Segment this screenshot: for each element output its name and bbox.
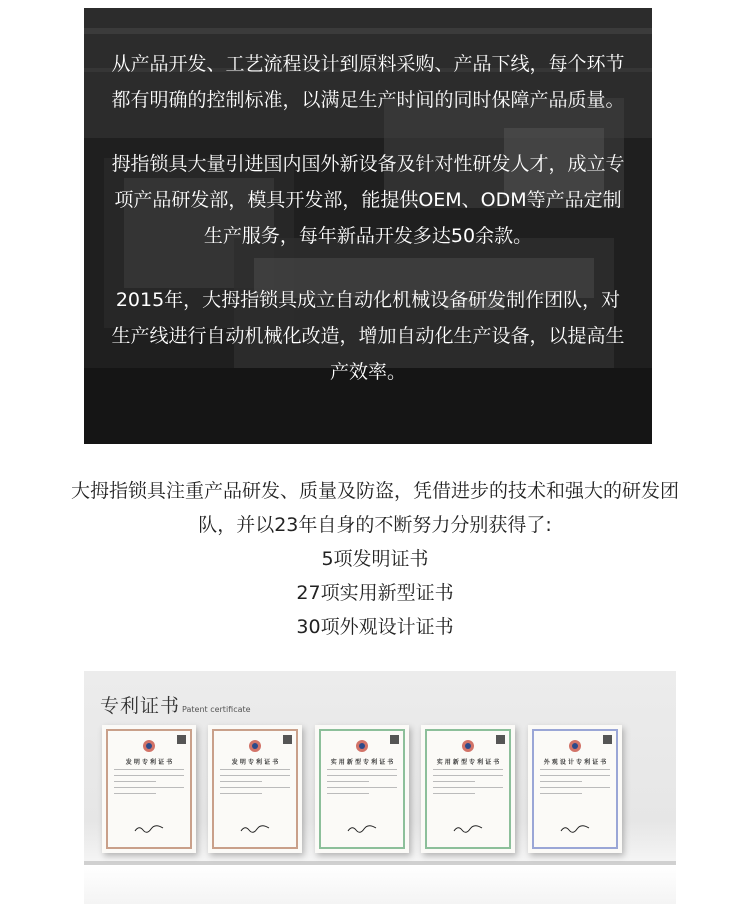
hero-text-block (84, 8, 652, 390)
qr-code-icon (283, 735, 292, 744)
certificate-card (102, 725, 196, 853)
hero-paragraph-1: 从产品开发、工艺流程设计到原料采购、产品下线，每个环节都有明确的控制标准，以满足生产时间的同时保障产品质量。 (111, 53, 625, 111)
certificate-card (315, 725, 409, 853)
certificate-title: 发 明 专 利 证 书 (231, 759, 279, 766)
patent-certificate-panel (84, 671, 676, 904)
patent-emblem-icon (565, 739, 585, 753)
certificate-card (421, 725, 515, 853)
patent-title-cn: 专利证书 (100, 695, 181, 717)
certificate-title: 实 用 新 型 专 利 证 书 (330, 759, 394, 766)
certificate-card (208, 725, 302, 853)
signature-icon (560, 825, 590, 833)
certificate-title: 外 观 设 计 专 利 证 书 (543, 759, 607, 766)
shelf-base (84, 865, 676, 904)
signature-icon (134, 825, 164, 833)
intro-paragraph: 大拇指锁具注重产品研发、质量及防盗，凭借进步的技术和强大的研发团队，并以23年自身的不断努力分别获得了: (70, 480, 679, 536)
certificate-title: 实 用 新 型 专 利 证 书 (436, 759, 500, 766)
qr-code-icon (603, 735, 612, 744)
hero-paragraph-3: 2015年，大拇指锁具成立自动化机械设备研发制作团队，对生产线进行自动机械化改造，增加自动化生产设备，以提高生产效率。 (111, 289, 625, 383)
patent-emblem-icon (245, 739, 265, 753)
signature-icon (240, 825, 270, 833)
patent-section-title (100, 691, 251, 718)
invention-certificate-count: 5项发明证书 (321, 548, 429, 570)
certificate-title: 发 明 专 利 证 书 (125, 759, 173, 766)
utility-model-certificate-count: 27项实用新型证书 (296, 582, 454, 604)
design-certificate-count: 30项外观设计证书 (296, 616, 454, 638)
certificate-card (528, 725, 622, 853)
factory-hero-panel (84, 8, 652, 444)
patent-emblem-icon (139, 739, 159, 753)
patent-intro-section (70, 474, 680, 644)
qr-code-icon (496, 735, 505, 744)
signature-icon (453, 825, 483, 833)
signature-icon (347, 825, 377, 833)
qr-code-icon (177, 735, 186, 744)
patent-emblem-icon (352, 739, 372, 753)
hero-paragraph-2: 拇指锁具大量引进国内国外新设备及针对性研发人才，成立专项产品研发部，模具开发部，能提供OEM、ODM等产品定制生产服务，每年新品开发多达50余款。 (111, 153, 625, 247)
qr-code-icon (390, 735, 399, 744)
patent-emblem-icon (458, 739, 478, 753)
patent-title-en: Patent certificate (182, 705, 251, 714)
